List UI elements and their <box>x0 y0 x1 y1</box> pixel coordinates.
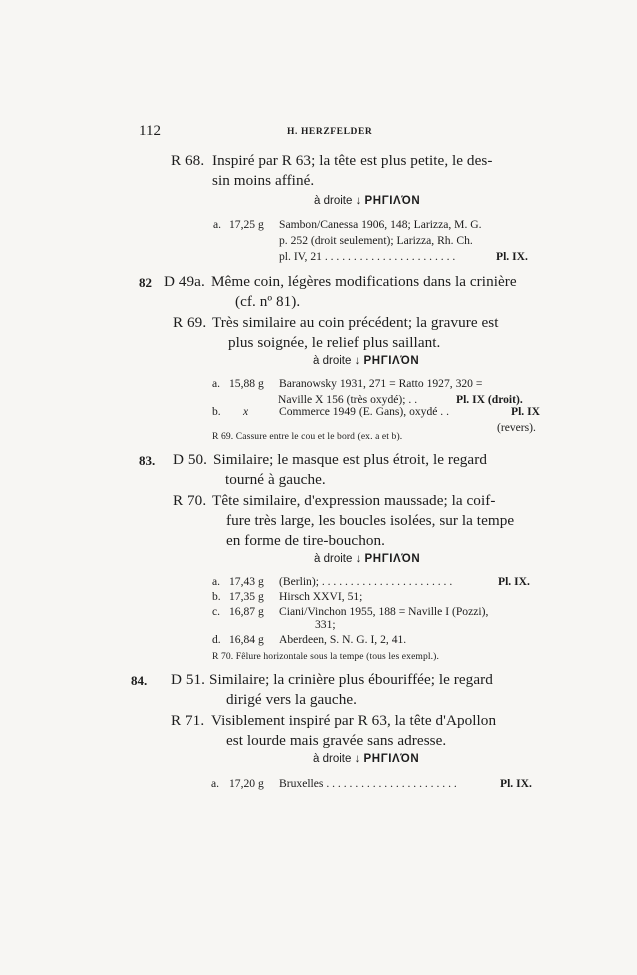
r69b-weight: x <box>243 405 249 418</box>
d49a-label: D 49a. <box>164 273 205 290</box>
r69-label: R 69. <box>173 314 207 331</box>
r68a-text-1: Sambon/Canessa 1906, 148; Larizza, M. G. <box>279 218 482 231</box>
legend-word: PHΓIΛΌN <box>364 195 421 207</box>
r68-text-2: sin moins affiné. <box>212 172 315 189</box>
r68a-text-2: p. 252 (droit seulement); Larizza, Rh. Ch. <box>279 234 473 247</box>
r70a-key: a. <box>212 575 221 588</box>
r68a-weight: 17,25 g <box>229 218 264 231</box>
r70-text-2: fure très large, les boucles isolées, sur la tempe <box>226 512 515 529</box>
arrow-down-icon: ↓ <box>355 195 362 207</box>
page-number: 112 <box>139 123 161 139</box>
r71a-weight: 17,20 g <box>229 777 264 790</box>
r70-text-1: Tête similaire, d'expression maussade; la coif- <box>212 492 496 509</box>
r69-text-2: plus soignée, le relief plus saillant. <box>228 334 441 351</box>
r68a-plate: Pl. IX. <box>496 250 528 263</box>
r70-label: R 70. <box>173 492 207 509</box>
legend-prefix: à droite <box>313 753 352 765</box>
d50-label: D 50. <box>173 451 207 468</box>
legend-prefix: à droite <box>314 553 353 565</box>
r68a-key: a. <box>213 218 222 231</box>
r70a-text-1: (Berlin); . . . . . . . . . . . . . . . . . . . . . . . <box>279 575 453 588</box>
r69-note: R 69. Cassure entre le cou et le bord (ex. a et b). <box>212 431 403 442</box>
d51-text-1: Similaire; la crinière plus ébouriffée; le regard <box>209 671 493 688</box>
r70d-text-1: Aberdeen, S. N. G. I, 2, 41. <box>279 633 407 646</box>
r69a-key: a. <box>212 377 221 390</box>
r69-legend <box>313 355 419 367</box>
r70a-plate: Pl. IX. <box>498 575 530 588</box>
r70c-key: c. <box>212 605 221 618</box>
d51-text-2: dirigé vers la gauche. <box>226 691 357 708</box>
r68a-text-3: pl. IV, 21 . . . . . . . . . . . . . . . . . . . . . . . <box>279 250 456 263</box>
r68-legend <box>314 195 420 207</box>
r69b-text-1: Commerce 1949 (E. Gans), oxydé . . <box>279 405 450 418</box>
r70-note: R 70. Fêlure horizontale sous la tempe (tous les exempl.). <box>212 651 439 662</box>
r71-text-1: Visiblement inspiré par R 63, la tête d'Apollon <box>211 712 497 729</box>
r71a-text-1: Bruxelles . . . . . . . . . . . . . . . . . . . . . . . <box>279 777 457 790</box>
r70b-key: b. <box>212 590 221 603</box>
r69a-text-2: Naville X 156 (très oxydé); . . <box>278 393 418 406</box>
entry-83-number: 83. <box>139 453 156 468</box>
r70c-text-1: Ciani/Vinchon 1955, 188 = Naville I (Pozzi), <box>279 605 489 618</box>
arrow-down-icon: ↓ <box>355 553 362 565</box>
r71-legend <box>313 753 419 765</box>
d50-text-1: Similaire; le masque est plus étroit, le regard <box>213 451 487 468</box>
r69a-text-1: Baranowsky 1931, 271 = Ratto 1927, 320 = <box>279 377 483 390</box>
legend-prefix: à droite <box>314 195 353 207</box>
d49a-text-2: (cf. nº 81). <box>235 293 301 310</box>
legend-word: PHΓIΛΌN <box>363 355 420 367</box>
r68-label: R 68. <box>171 152 205 169</box>
r70a-weight: 17,43 g <box>229 575 264 588</box>
r70b-weight: 17,35 g <box>229 590 264 603</box>
r69-text-1: Très similaire au coin précédent; la gravure est <box>212 314 499 331</box>
r69b-text-2: (revers). <box>497 421 536 434</box>
r71a-plate: Pl. IX. <box>500 777 532 790</box>
legend-prefix: à droite <box>313 355 352 367</box>
r71a-key: a. <box>211 777 220 790</box>
r70d-key: d. <box>212 633 221 646</box>
r70-text-3: en forme de tire-bouchon. <box>226 532 385 549</box>
r68-text-1: Inspiré par R 63; la tête est plus petite, le des- <box>212 152 493 169</box>
arrow-down-icon: ↓ <box>354 753 361 765</box>
r70d-weight: 16,84 g <box>229 633 264 646</box>
d50-text-2: tourné à gauche. <box>225 471 326 488</box>
legend-word: PHΓIΛΌN <box>363 753 420 765</box>
running-head: H. HERZFELDER <box>287 127 373 137</box>
r69b-key: b. <box>212 405 221 418</box>
r71-label: R 71. <box>171 712 205 729</box>
r69b-plate: Pl. IX <box>511 405 540 418</box>
r69a-plate: Pl. IX (droit). <box>456 393 523 406</box>
arrow-down-icon: ↓ <box>354 355 361 367</box>
d49a-text-1: Même coin, légères modifications dans la crinière <box>211 273 517 290</box>
r70c-text-2: 331; <box>315 618 336 631</box>
r70-legend <box>314 553 420 565</box>
r69a-weight: 15,88 g <box>229 377 264 390</box>
r71-text-2: est lourde mais gravée sans adresse. <box>226 732 447 749</box>
d51-label: D 51. <box>171 671 205 688</box>
r70b-text-1: Hirsch XXVI, 51; <box>279 590 363 603</box>
entry-82-number: 82 <box>139 275 152 290</box>
entry-84-number: 84. <box>131 673 148 688</box>
legend-word: PHΓIΛΌN <box>364 553 421 565</box>
r70c-weight: 16,87 g <box>229 605 264 618</box>
